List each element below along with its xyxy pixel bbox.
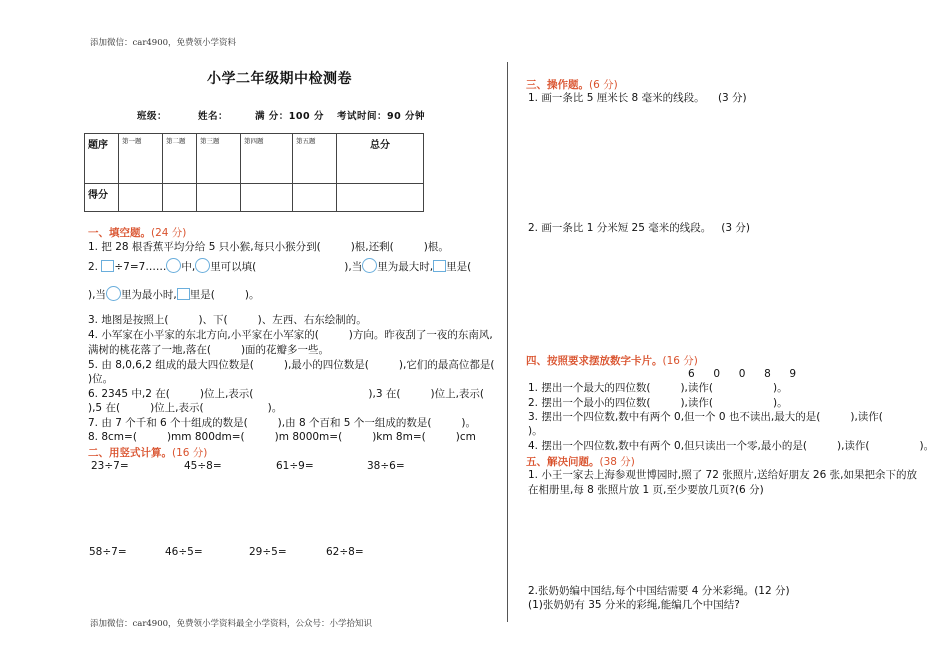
q1-line-1 [88, 240, 449, 255]
circle-blank-icon[interactable] [195, 258, 210, 273]
solve-2: 2.张奶奶编中国结,每个中国结需要 4 分米彩绳。(12 分) [528, 585, 790, 597]
card-q1a: 1. 摆出一个最大的四位数( [528, 382, 651, 394]
q6e: ),5 在( [88, 402, 121, 414]
q8d: )km 8m=( [372, 431, 426, 443]
section-2-name: 二、用竖式计算。 [88, 447, 172, 459]
q6g: )。 [267, 402, 283, 414]
solve-1b: 在相册里,每 8 张照片放 1 页,至少要放几页?(6 分) [528, 484, 764, 496]
circle-blank-icon[interactable] [166, 258, 181, 273]
q6f: )位上,表示( [150, 402, 204, 414]
q2-num: 2. [88, 261, 99, 273]
q2-when: ),当 [344, 261, 363, 273]
card-q4a: 4. 摆出一个四位数,数中有两个 0,但只读出一个零,最小的是( [528, 440, 807, 452]
card-q4b: ),读作( [836, 440, 870, 452]
page-title: 小学二年级期中检测卷 [207, 71, 352, 87]
q1-line-10 [88, 401, 282, 416]
column-divider [507, 62, 508, 622]
header-note: 添加微信：car4900，免费领小学资料 [90, 38, 237, 48]
q1-line-7 [88, 358, 494, 373]
q7b: ),由 8 个百和 5 个一组成的数是( [277, 417, 432, 429]
card-q3-end: )。 [528, 425, 543, 437]
cell-order: 题序 [85, 134, 119, 184]
q3a: 3. 地图是按照上( [88, 314, 169, 326]
q4d: )面的花瓣多一些。 [240, 344, 330, 356]
score-table [84, 133, 424, 212]
score-cell[interactable] [197, 184, 241, 212]
card-q2c: )。 [772, 397, 788, 409]
q2-close: ),当 [88, 289, 106, 301]
q2-end: )。 [244, 289, 260, 301]
score-cell[interactable] [293, 184, 337, 212]
q1-1a: 1. 把 28 根香蕉平均分给 5 只小猴,每只小猴分到( [88, 241, 321, 253]
calc-2: 45÷8= [184, 460, 222, 472]
q1-line-11 [88, 416, 476, 431]
calc-8: 62÷8= [326, 546, 364, 558]
q6d: )位上,表示( [430, 388, 484, 400]
q1-1c: )根。 [423, 241, 449, 253]
q2-fill: 里可以填( [210, 261, 257, 273]
section-4-name: 四、按照要求摆放数字卡片。 [526, 355, 663, 367]
name-label: 姓名： [198, 111, 229, 122]
op-1 [528, 91, 747, 106]
q2-is2: 里是( [189, 289, 215, 301]
cell-q3: 第三题 [197, 134, 241, 184]
op-2-points: (3 分) [721, 222, 750, 234]
section-2-points: (16 分) [172, 447, 208, 459]
q2-max: 里为最大时, [377, 261, 434, 273]
q1-1b: )根,还剩( [350, 241, 394, 253]
calc-7: 29÷5= [249, 546, 287, 558]
circle-blank-icon[interactable] [362, 258, 377, 273]
q1-line-2 [88, 258, 471, 275]
section-3-points: (6 分) [589, 79, 618, 91]
square-blank-icon[interactable] [433, 260, 446, 272]
cell-q4: 第四题 [241, 134, 293, 184]
cell-q5: 第五题 [293, 134, 337, 184]
card-q3a: 3. 摆出一个四位数,数中有两个 0,但一个 0 也不读出,最大的是( [528, 411, 821, 423]
card-q4 [528, 439, 934, 454]
q8c: )m 8000m=( [274, 431, 343, 443]
score-cell[interactable] [163, 184, 197, 212]
q1-line-3 [88, 286, 260, 303]
q2-is: 里是( [446, 261, 472, 273]
q4c: 满树的桃花落了一地,落在( [88, 344, 211, 356]
solve-2a: (1)张奶奶有 35 分米的彩绳,能编几个中国结? [528, 599, 740, 611]
op-1-points: (3 分) [717, 92, 747, 104]
section-3-name: 三、操作题。 [526, 79, 589, 91]
cell-q1: 第一题 [119, 134, 163, 184]
section-5-points: (38 分) [599, 456, 635, 468]
section-3-title [526, 77, 618, 92]
q2-mid: 中, [181, 261, 196, 273]
section-5-title [526, 454, 635, 469]
cell-q2: 第二题 [163, 134, 197, 184]
op-2 [528, 221, 750, 236]
q3b: )、下( [198, 314, 228, 326]
op-1-text: 1. 画一条比 5 厘米长 8 毫米的线段。 [528, 92, 705, 104]
q8a: 8. 8cm=( [88, 431, 137, 443]
cell-total: 总分 [337, 134, 424, 184]
card-q3 [528, 410, 883, 425]
section-1-points: (24 分) [151, 227, 187, 239]
q8e: )cm [455, 431, 476, 443]
cell-score-label: 得分 [85, 184, 119, 212]
card-q4c: )。 [919, 440, 935, 452]
section-4-points: (16 分) [662, 355, 698, 367]
section-4-title [526, 353, 698, 368]
number-cards: 6 0 0 8 9 [688, 368, 797, 380]
q1-line-6 [88, 343, 329, 358]
section-1-name: 一、填空题。 [88, 227, 151, 239]
square-blank-icon[interactable] [177, 288, 190, 300]
score-table-score-row [85, 184, 424, 212]
section-5-name: 五、解决问题。 [526, 456, 600, 468]
op-2-text: 2. 画一条比 1 分米短 25 毫米的线段。 [528, 222, 712, 234]
q2-min: 里为最小时, [120, 289, 177, 301]
card-q2 [528, 396, 788, 411]
card-q2b: ),读作( [680, 397, 713, 409]
q5b: ),最小的四位数是( [283, 359, 369, 371]
calc-1: 23÷7= [91, 460, 129, 472]
q6c: ),3 在( [368, 388, 401, 400]
q1-line-12 [88, 430, 476, 445]
score-cell[interactable] [241, 184, 293, 212]
q5c: ),它们的最高位都是( [398, 359, 495, 371]
q1-line-8: )位。 [88, 373, 114, 385]
calc-3: 61÷9= [276, 460, 314, 472]
score-table-header-row [85, 134, 424, 184]
card-q3b: ),读作( [850, 411, 883, 423]
footer-note: 添加微信：car4900，免费领小学资料最全小学资料，公众号：小学拾知识 [90, 619, 373, 629]
q7c: )。 [461, 417, 477, 429]
q3c: )、左西、右东绘制的。 [257, 314, 367, 326]
q5a: 5. 由 8,0,6,2 组成的最大四位数是( [88, 359, 254, 371]
card-q1c: )。 [772, 382, 788, 394]
q6b: )位上,表示( [199, 388, 254, 400]
q4a: 4. 小军家在小平家的东北方向,小平家在小军家的( [88, 329, 319, 341]
q8b: )mm 800dm=( [166, 431, 245, 443]
card-q2a: 2. 摆出一个最小的四位数( [528, 397, 651, 409]
section-1-title [88, 225, 186, 240]
q4b: )方向。昨夜刮了一夜的东南风, [348, 329, 493, 341]
solve-1a: 1. 小王一家去上海参观世博园时,照了 72 张照片,送给好朋友 26 张,如果把余下的放 [528, 469, 917, 481]
card-q1 [528, 381, 788, 396]
card-q1b: ),读作( [680, 382, 713, 394]
q2-eq: ÷7=7…… [114, 261, 167, 273]
q1-line-4 [88, 313, 367, 328]
q1-line-5 [88, 328, 493, 343]
square-blank-icon[interactable] [101, 260, 114, 272]
q7a: 7. 由 7 个千和 6 个十组成的数是( [88, 417, 248, 429]
exam-time-label: 考试时间：90 分钟 [337, 111, 426, 122]
calc-5: 58÷7= [89, 546, 127, 558]
circle-blank-icon[interactable] [106, 286, 121, 301]
full-score-label: 满 分：100 分 [255, 111, 324, 122]
calc-4: 38÷6= [367, 460, 405, 472]
score-cell[interactable] [119, 184, 163, 212]
score-cell[interactable] [337, 184, 424, 212]
class-label: 班级： [137, 111, 168, 122]
q1-line-9 [88, 387, 484, 402]
q6a: 6. 2345 中,2 在( [88, 388, 170, 400]
section-2-title [88, 445, 207, 460]
calc-6: 46÷5= [165, 546, 203, 558]
